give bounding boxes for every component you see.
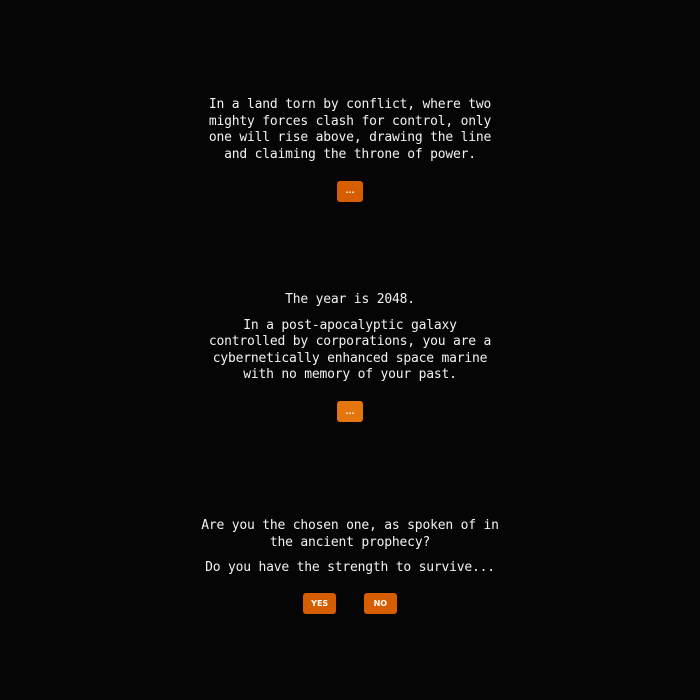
setting-continue-button[interactable]: ... xyxy=(337,401,363,422)
intro-button-row xyxy=(0,178,700,202)
year-text: The year is 2048. xyxy=(285,292,415,307)
yes-button[interactable]: YES xyxy=(303,593,336,614)
setting-scene xyxy=(0,292,700,422)
chosen-one-question: Are you the chosen one, as spoken of in the ancient prophecy? xyxy=(201,518,499,550)
intro-continue-button[interactable]: ... xyxy=(337,181,363,202)
setting-text: In a post-apocalyptic galaxy controlled by corporations, you are a cybernetically enhanced space marine with no memory of your past. xyxy=(208,317,492,382)
choice-scene xyxy=(0,518,700,614)
setting-button-row xyxy=(0,399,700,423)
choice-button-row xyxy=(0,591,700,615)
no-button[interactable]: NO xyxy=(364,593,397,614)
intro-text: In a land torn by conflict, where two mighty forces clash for control, only one will rise above, drawing the line and claiming the throne of power. xyxy=(208,97,492,162)
intro-scene xyxy=(0,97,700,202)
survive-prompt: Do you have the strength to survive... xyxy=(205,560,495,575)
